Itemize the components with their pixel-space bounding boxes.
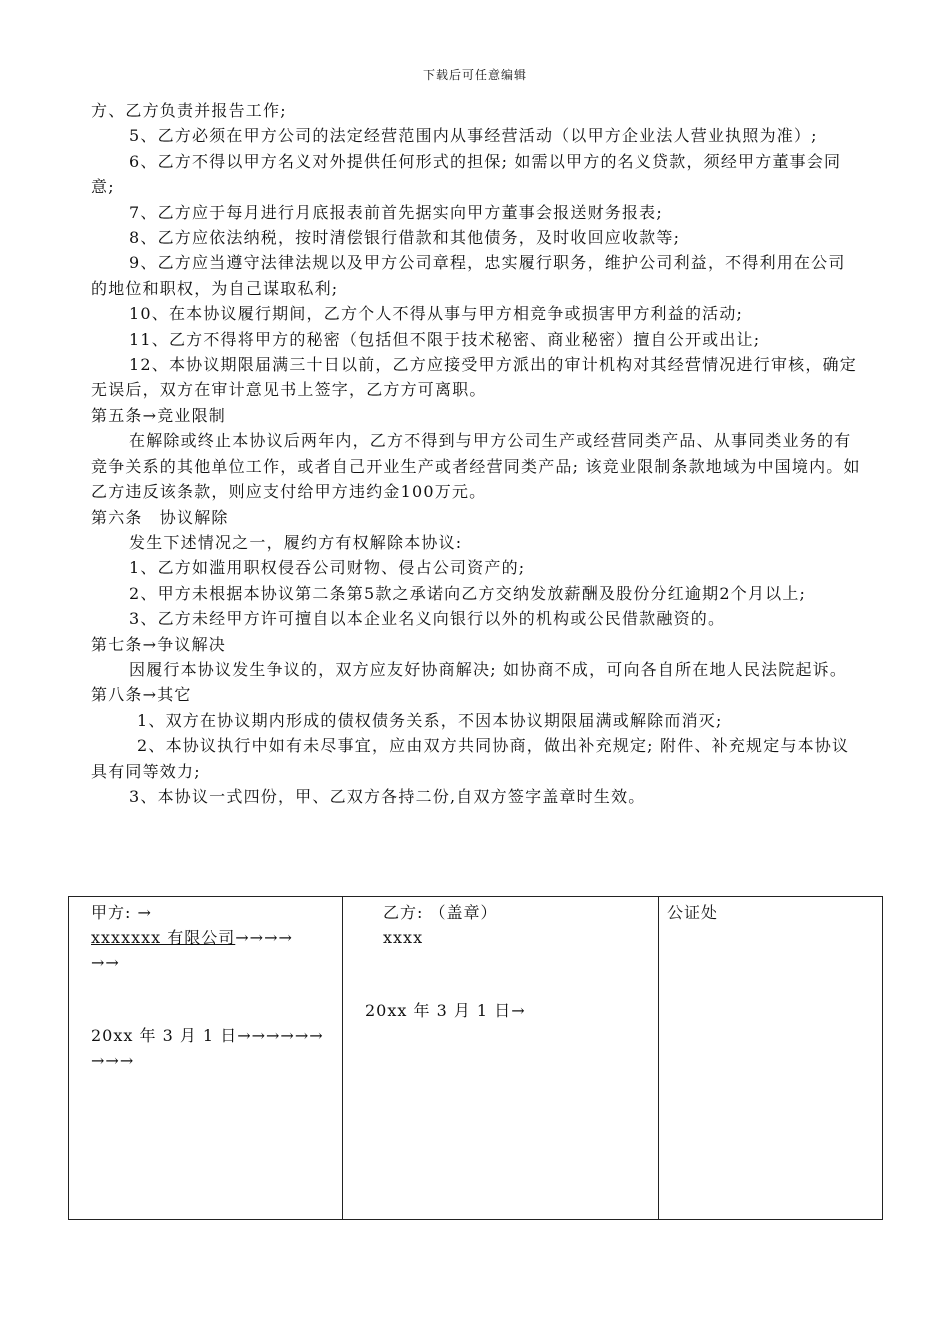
paragraph: 发生下述情况之一，履约方有权解除本协议: xyxy=(129,532,463,552)
paragraph: 12、本协议期限届满三十日以前，乙方应接受甲方派出的审计机构对其经营情况进行审核，确定无误后，双方在审计意见书上签字，乙方方可离职。 xyxy=(91,355,857,400)
paragraph: 7、乙方应于每月进行月底报表前首先据实向甲方董事会报送财务报表; xyxy=(129,202,663,222)
party-b-date: 20xx 年 3 月 1 日→ xyxy=(365,1001,526,1020)
paragraph: 方、乙方负责并报告工作; xyxy=(91,101,287,120)
paragraph: 2、甲方未根据本协议第二条第5款之承诺向乙方交纳发放薪酬及股份分红逾期2个月以上; xyxy=(129,583,807,603)
paragraph: 1、双方在协议期内形成的债权债务关系，不因本协议期限届满或解除而消灭; xyxy=(137,710,723,730)
paragraph: 9、乙方应当遵守法律法规以及甲方公司章程，忠实履行职务，维护公司利益，不得利用在公司的地位和职权，为自己谋取私利; xyxy=(91,253,846,298)
party-a-company: xxxxxxx 有限公司 xyxy=(91,928,236,947)
party-b-cell xyxy=(343,897,659,1220)
party-a-label: 甲方: → xyxy=(91,903,152,922)
paragraph: 3、本协议一式四份，甲、乙双方各持二份,自双方签字盖章时生效。 xyxy=(129,786,646,806)
party-b-label: 乙方: （盖章） xyxy=(383,903,498,922)
party-a-arrows: →→→→ xyxy=(235,928,293,947)
party-a-cell xyxy=(69,897,343,1220)
paragraph: 6、乙方不得以甲方名义对外提供任何形式的担保; 如需以甲方的名义贷款，须经甲方董事会同意; xyxy=(91,151,842,197)
contract-body xyxy=(91,98,861,809)
paragraph: 10、在本协议履行期间，乙方个人不得从事与甲方相竞争或损害甲方利益的活动; xyxy=(129,304,744,324)
paragraph: 第五条→竞业限制 xyxy=(91,405,227,425)
paragraph: 5、乙方必须在甲方公司的法定经营范围内从事经营活动（以甲方企业法人营业执照为准）; xyxy=(129,126,818,146)
paragraph: 因履行本协议发生争议的，双方应友好协商解决; 如协商不成，可向各自所在地人民法院起诉。 xyxy=(129,659,848,679)
party-a-company-line xyxy=(91,925,336,950)
paragraph: 1、乙方如滥用职权侵吞公司财物、侵占公司资产的; xyxy=(129,558,526,578)
notary-cell xyxy=(659,897,883,1220)
paragraph: 2、本协议执行中如有未尽事宜，应由双方共同协商，做出补充规定; 附件、补充规定与本协议具有同等效力; xyxy=(91,736,850,781)
party-b-name: xxxx xyxy=(383,928,424,947)
paragraph: 第八条→其它 xyxy=(91,685,192,705)
paragraph: 第七条→争议解决 xyxy=(91,634,227,654)
party-a-date-arrows: →→→ xyxy=(91,1051,135,1070)
paragraph: 11、乙方不得将甲方的秘密（包括但不限于技术秘密、商业秘密）擅自公开或出让; xyxy=(129,329,761,349)
notary-label: 公证处 xyxy=(667,903,719,922)
page-header: 下载后可任意编辑 xyxy=(422,68,527,82)
paragraph: 第六条 协议解除 xyxy=(91,507,229,527)
party-a-arrows-cont: →→ xyxy=(91,953,120,972)
paragraph: 3、乙方未经甲方许可擅自以本企业名义向银行以外的机构或公民借款融资的。 xyxy=(129,609,726,629)
paragraph: 在解除或终止本协议后两年内，乙方不得到与甲方公司生产或经营同类产品、从事同类业务的有竞争关系的其他单位工作，或者自己开业生产或者经营同类产品; 该竞业限制条款地域为中国境内。如乙方违反该条款，则应支付给甲方违约金100万元。 xyxy=(91,431,861,502)
party-a-date: 20xx 年 3 月 1 日→→→→→→ xyxy=(91,1026,324,1045)
signature-table xyxy=(68,896,883,1220)
paragraph: 8、乙方应依法纳税，按时清偿银行借款和其他债务，及时收回应收款等; xyxy=(129,228,681,248)
